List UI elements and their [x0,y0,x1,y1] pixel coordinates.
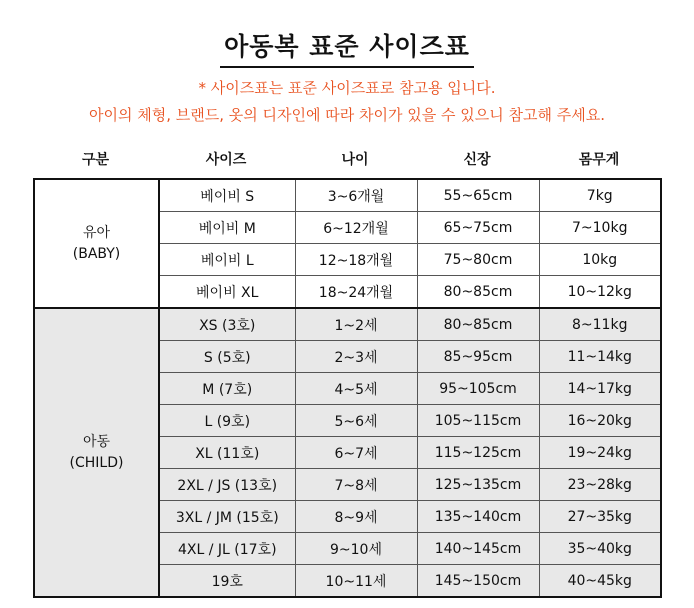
header-weight: 몸무게 [578,152,620,168]
age-cell: 6~12개월 [295,212,417,244]
weight-cell: 10kg [539,244,661,276]
notice-reference: * 사이즈표는 표준 사이즈표로 참고용 입니다. [198,79,496,97]
size-cell: 베이비 L [159,244,295,276]
height-cell: 115~125cm [417,437,539,469]
height-cell: 75~80cm [417,244,539,276]
height-cell: 145~150cm [417,565,539,598]
header-size: 사이즈 [205,152,247,168]
height-cell: 95~105cm [417,373,539,405]
page-title-text: 아동복 표준 사이즈표 [220,27,474,68]
category-name-en: (BABY) [72,245,121,262]
size-cell: 3XL / JM (15호) [159,501,295,533]
height-cell: 125~135cm [417,469,539,501]
size-cell: XL (11호) [159,437,295,469]
size-cell: 베이비 M [159,212,295,244]
weight-cell: 7kg [539,179,661,212]
table-row [34,308,661,341]
page-title [0,27,694,68]
height-cell: 85~95cm [417,341,539,373]
age-cell: 18~24개월 [295,276,417,309]
height-cell: 65~75cm [417,212,539,244]
age-cell: 9~10세 [295,533,417,565]
weight-cell: 14~17kg [539,373,661,405]
age-cell: 3~6개월 [295,179,417,212]
height-cell: 140~145cm [417,533,539,565]
age-cell: 10~11세 [295,565,417,598]
size-cell: 19호 [159,565,295,598]
size-cell: 2XL / JS (13호) [159,469,295,501]
header-category: 구분 [81,152,110,168]
age-cell: 7~8세 [295,469,417,501]
age-cell: 4~5세 [295,373,417,405]
height-cell: 135~140cm [417,501,539,533]
weight-cell: 35~40kg [539,533,661,565]
size-cell: S (5호) [159,341,295,373]
size-cell: XS (3호) [159,308,295,341]
height-cell: 55~65cm [417,179,539,212]
weight-cell: 8~11kg [539,308,661,341]
category-name-en: (CHILD) [69,454,124,471]
height-cell: 105~115cm [417,405,539,437]
size-table [33,178,662,598]
category-name: 유아 [82,224,111,241]
category-cell-baby [34,179,159,308]
age-cell: 12~18개월 [295,244,417,276]
weight-cell: 19~24kg [539,437,661,469]
weight-cell: 16~20kg [539,405,661,437]
size-cell: M (7호) [159,373,295,405]
age-cell: 1~2세 [295,308,417,341]
height-cell: 80~85cm [417,276,539,309]
baby-group [34,179,661,308]
age-cell: 8~9세 [295,501,417,533]
weight-cell: 11~14kg [539,341,661,373]
header-height: 신장 [463,152,491,168]
child-group [34,308,661,597]
age-cell: 5~6세 [295,405,417,437]
size-cell: 4XL / JL (17호) [159,533,295,565]
notice-variation: 아이의 체형, 브랜드, 옷의 디자인에 따라 차이가 있을 수 있으니 참고해 주세요. [89,106,605,124]
header-age: 나이 [341,152,369,168]
category-name: 아동 [82,433,111,450]
weight-cell: 27~35kg [539,501,661,533]
table-row [34,179,661,212]
size-cell: L (9호) [159,405,295,437]
weight-cell: 23~28kg [539,469,661,501]
category-cell-child [34,308,159,597]
weight-cell: 40~45kg [539,565,661,598]
age-cell: 2~3세 [295,341,417,373]
weight-cell: 10~12kg [539,276,661,309]
height-cell: 80~85cm [417,308,539,341]
weight-cell: 7~10kg [539,212,661,244]
size-cell: 베이비 S [159,179,295,212]
size-cell: 베이비 XL [159,276,295,309]
age-cell: 6~7세 [295,437,417,469]
